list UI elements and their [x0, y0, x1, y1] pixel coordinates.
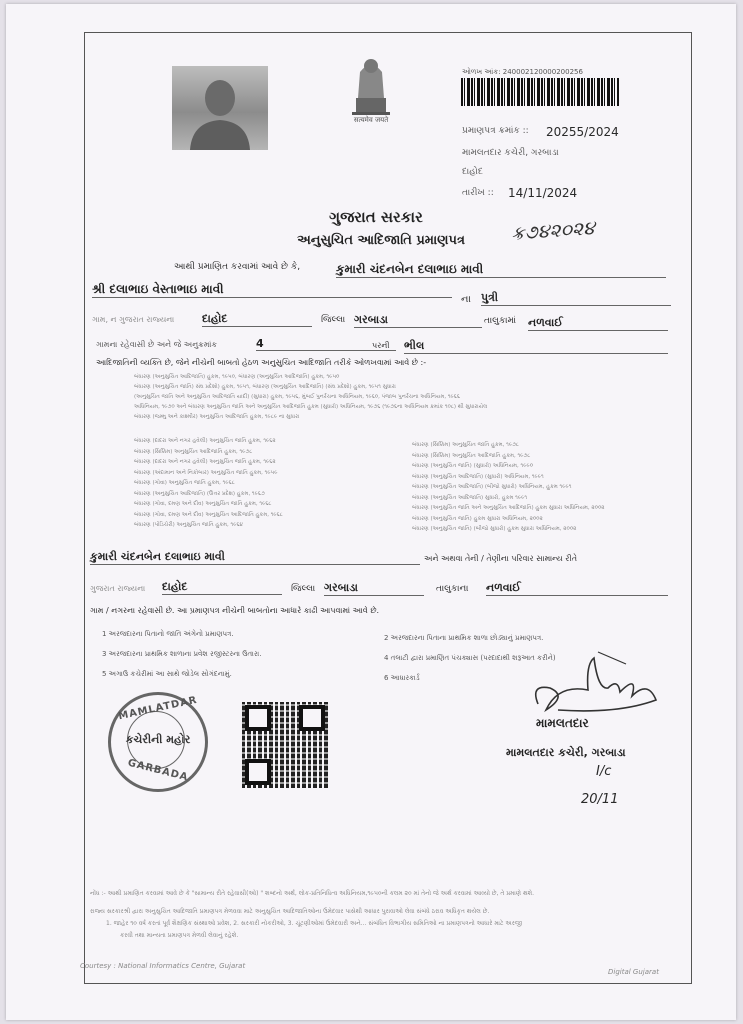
taluka-line: દાહોદ [462, 167, 483, 177]
orders-left-column [134, 436, 394, 531]
order-line: બંધારણ (ગોવા, દમણ અને દીવ) અનુસુચિત આદિજાતિ હુકમ, ૧૯૬૮ [134, 511, 283, 518]
residence-taluka-label: તાલુકાના [436, 584, 469, 594]
basis-text: ગામ / નગરના રહેવાસી છે. આ પ્રમાણપત્ર નીચેની બાબતોના આધારે કાઢી આપવામાં આવે છે. [90, 606, 380, 615]
relation-value: પુત્રી [481, 291, 671, 306]
residence-state-prefix: ગુજરાત રાજ્યના [90, 584, 146, 593]
footer-notes [90, 888, 670, 942]
official-stamp [108, 692, 208, 792]
family-text: અને અથવા તેની / તેણીના પરિવાર સામાન્ય રીતે [424, 554, 578, 563]
footer-note: રાજ્ય સરકારશ્રી દ્વારા અનુસુચિત આદિજાતિ પ્રમાણપત્ર મેળવવા માટે અનુસુચિત આદિજાતિઓના ઉમેદવાર પાસેથી આધાર પુરાવાઓ લેવા સંબંધે ઠરાવ અધિકૃત થયેલ છે. [90, 908, 490, 915]
residence-taluka-value: નળવાઈ [486, 581, 668, 596]
document-item: 4 તલાટી દ્વારા પ્રમાણિત પંચક્યાસ (પરદાદાથી શરૂઆત કરીને) [384, 654, 556, 662]
barcode [461, 78, 619, 106]
residence-district-value: ગરબાડા [324, 581, 424, 596]
signatory-title: મામલતદાર [536, 716, 589, 730]
qr-finder-icon [299, 705, 325, 731]
date-label: તારીખ :: [462, 188, 494, 198]
order-line: બંધારણ (દાદરા અને નગર હવેલી) અનુસુચિત જાતિ હુકમ, ૧૯૬૨ [134, 438, 276, 444]
signature-note-date: 20/11 [581, 792, 619, 807]
order-line: બંધારણ (સિક્કિમ) અનુસુચિત આદિજાતિ હુકમ, ૧૯૭૮ [134, 448, 253, 455]
signature-note-ic: I/c [596, 764, 612, 779]
residence-district-field: દાહોદ [162, 580, 282, 595]
order-line: બંધારણ (અનુસુચિત જાતિ) (સુધારો) અધિનિયમ, ૧૯૯૦ [412, 463, 534, 469]
residence-district-label: જિલ્લા [291, 584, 316, 594]
qr-finder-icon [245, 759, 271, 785]
courtesy-text: Courtesy : National Informatics Centre, Gujarat [80, 962, 246, 970]
footer-note: નોંધ :- આથી પ્રમાણિત કરવામાં આવે છે કે "સામાન્ય રીતે રહેવાસી(ઓ) " શબ્દનો અર્થ, લોક-પ્રતિનિધિત્વ અધિનિયમ,૧૯૫૦ની કલમ ૨૦ માં તેનો જે અર્થ કરવામાં આવ્યો છે, તે પ્રમાણે થશે. [90, 890, 535, 897]
order-line: બંધારણ (અનુસુચિત આદિજાતિ) (સુધારો) અધિનિયમ, ૧૯૯૧ [412, 473, 544, 480]
order-line: (અનુસુચિત જાતિ અને અનુસુચિત આદિજાતિ યાદી) (સુધારા) હુકમ, ૧૯૫૬, મુંબઈ પુનર્રચના અધિનિયમ, ૧૯૬૦, પંજાબ પુનર્રચના અધિનિયમ, ૧૯૬૬ [134, 394, 460, 400]
order-line: બંધારણ (અંદામાન અને નિકોબાર) અનુસુચિત જાતિ હુકમ, ૧૯૫૯ [134, 469, 278, 476]
of-label: ના [461, 294, 471, 305]
caste-value: ભીલ [404, 339, 668, 354]
digital-gujarat-brand: Digital Gujarat [608, 968, 659, 976]
residence-name: કુમારી ચંદનબેન દલાભાઇ માવી [90, 550, 420, 565]
order-line: અધિનિયમ, ૧૯૭૦ અને બંધારણ અનુસુચિત જાતિ અને અનુસુચિત આદિજાતિ હુકમ (સુધારો) અધિનિયમ, ૧૯૭૬ (૧૯૭૬ના અધિનિયમ ક્રમાંક ૧૦૮) થી સુધારાયેલ [134, 404, 488, 410]
order-line: બંધારણ (અનુસુચિત જાતિ) હુકમ સુધારા અધિનિયમ, ૨૦૦૨ [412, 515, 543, 522]
order-line: બંધારણ (ગોવા) અનુસુચિત જાતિ હુકમ, ૧૯૬૮ [134, 480, 235, 486]
footer-note: કરવી તથા માન્યતા પ્રમાણપત્ર મેળવી લેવાનું રહેશે. [120, 932, 239, 939]
district-label: જિલ્લા [321, 315, 346, 325]
order-line: બંધારણ (અનુસુચિત જાતિ અને અનુસુચિત આદિજાતિ) હુકમ સુધારા અધિનિયમ, ૨૦૦૨ [412, 505, 605, 511]
date-value: 14/11/2024 [508, 186, 578, 200]
document-item: 6 આધારકાર્ડ [384, 674, 420, 682]
order-line: બંધારણ (પોંડિચેરી) અનુસુચિત જાતિ હુકમ, ૧૯૬૪ [134, 522, 243, 528]
taluka-label: તાલુકામાં [484, 316, 517, 326]
barcode-id-text: ઓળખ આંક: 240002120000200256 [462, 68, 583, 76]
cert-number-label: પ્રમાણપત્ર ક્રમાંક :: [462, 126, 529, 136]
document-item: 5 અગાઉ કચેરીમાં આ સાથે જોડેલ સોગંદનામું. [102, 670, 232, 678]
order-line: બંધારણ (અનુસુચિત જાતિ) સંઘ પ્રદેશો) હુકમ, ૧૯૫૧, બંધારણ (અનુસુચિત આદિજાતિ) (સંઘ પ્રદેશો) હુકમ, ૧૯૫૧ સુધારા [134, 384, 396, 390]
office-line: મામલતદાર કચેરી, ગરબાડા [462, 148, 559, 158]
orders-block [134, 372, 670, 422]
order-line: બંધારણ (અનુસુચિત જાતિ) (બીજો સુધારો) હુકમ સુધારા અધિનિયમ, ૨૦૦૨ [412, 526, 577, 532]
cert-number-value: 20255/2024 [546, 125, 619, 139]
document-item: 2 અરજદારના પિતાના પ્રાથમિક શાળા છોડ્યાનું પ્રમાણપત્ર. [384, 634, 544, 642]
orders-right-column [412, 440, 662, 535]
handwritten-ref: ક્ર૭૪૨૦૨૪ [510, 217, 596, 245]
order-line: બંધારણ (સિક્કિમ) અનુસુચિત આદિજાતિ હુકમ, ૧૯૭૮ [412, 452, 531, 459]
qr-finder-icon [245, 705, 271, 731]
order-line: બંધારણ (સિક્કિમ) અનુસુચિત જાતિ હુકમ, ૧૯૭૮ [412, 442, 519, 448]
emblem-icon [346, 54, 396, 116]
certificate-title: અનુસુચિત આદિજાતિ પ્રમાણપત્ર [297, 233, 465, 248]
government-title: ગુજરાત સરકાર [329, 208, 423, 226]
stamp-bottom-text: GARBADA [126, 757, 190, 784]
state-prefix: ગામ, ન ગુજરાત રાજ્યના [92, 315, 175, 324]
caste-label: પરની [372, 341, 390, 350]
district-value: ગરબાડા [354, 313, 482, 328]
father-name: શ્રી દલાભાઇ વેસ્તાભાઇ માવી [92, 282, 452, 298]
order-line: બંધારણ (અનુસુચિત આદિજાતિ) (ઉત્તર પ્રદેશ) હુકમ, ૧૯૬૭ [134, 490, 265, 497]
order-line: બંધારણ (ગોવા, દમણ અને દીવ) અનુસુચિત જાતિ હુકમ, ૧૯૬૮ [134, 501, 272, 507]
national-emblem [346, 54, 396, 122]
certificate-sheet [6, 4, 736, 1020]
signatory-office: મામલતદાર કચેરી, ગરબાડા [506, 746, 626, 759]
order-line: બંધારણ (દાદરા અને નગર હવેલી) અનુસુચિત જાતિ હુકમ, ૧૯૬૨ [134, 459, 276, 465]
applicant-photo [172, 66, 268, 150]
certify-text: આથી પ્રમાણિત કરવામાં આવે છે કે, [174, 262, 301, 272]
order-line: બંધારણ (જમ્મુ અને કાશ્મીર) અનુસુચિત આદિજાતિ હુકમ, ૧૯૮૯ ના સુધારા [134, 414, 300, 420]
qr-code [242, 702, 328, 788]
document-item: 3 અરજદારના પ્રાથમિક શાળાના પ્રવેશ રજીસ્ટરના ઉતારા. [102, 650, 262, 658]
order-line: બંધારણ (અનુસુચિત આદિજાતિ) હુકમ, ૧૯૫૦, બંધારણ (અનુસુચિત આદિજાતિ) હુકમ, ૧૯૫૦ [134, 374, 340, 380]
schedule-number: 4 [256, 337, 396, 351]
schedule-text: ગામના રહેવાસી છે અને જે અનુક્રમાંક [96, 340, 218, 349]
order-line: બંધારણ (અનુસુચિત આદિજાતિ) (બીજો સુધારો) અધિનિયમ, હુકમ ૧૯૯૧ [412, 484, 572, 490]
tribe-statement: આદિજાતિની વ્યક્તિ છે, જેને નીચેની બાબતો હેઠળ અનુસુચિત આદિજાતિ તરીકે ઓળખવામાં આવે છે :- [96, 358, 427, 367]
district-field: દાહોદ [202, 312, 312, 327]
stamp-top-text: MAMLATDAR [117, 694, 199, 723]
applicant-name: કુમારી ચંદનબેન દલાભાઇ માવી [336, 262, 666, 278]
footer-note: 1. જાહેર ૧૦ વર્ષ કરતાં પૂર્વ શૈક્ષણિક સંસ્થાઓ પ્રવેશ, 2. સરકારી નોકરીઓ, 3. ચૂંટણીઓમાં ઉમેદવારી અને... સંબંધિત વિભાગીય સમિતિઓ ના પ્રમાણપત્રનો આધારે માટે અરજી [106, 920, 522, 927]
document-item: 1 અરજદારના પિતાનો જાતિ અંગેનો પ્રમાણપત્ર. [102, 630, 234, 638]
stamp-center-text: કચેરીની મહોર [125, 733, 191, 746]
emblem-caption: सत्यमेव जयते [353, 116, 389, 124]
taluka-value: નળવાઈ [528, 316, 668, 331]
person-silhouette-icon [172, 66, 268, 150]
order-line: બંધારણ (અનુસુચિત આદિજાતિ) સુધારો, હુકમ ૧૯૯૧ [412, 494, 528, 501]
